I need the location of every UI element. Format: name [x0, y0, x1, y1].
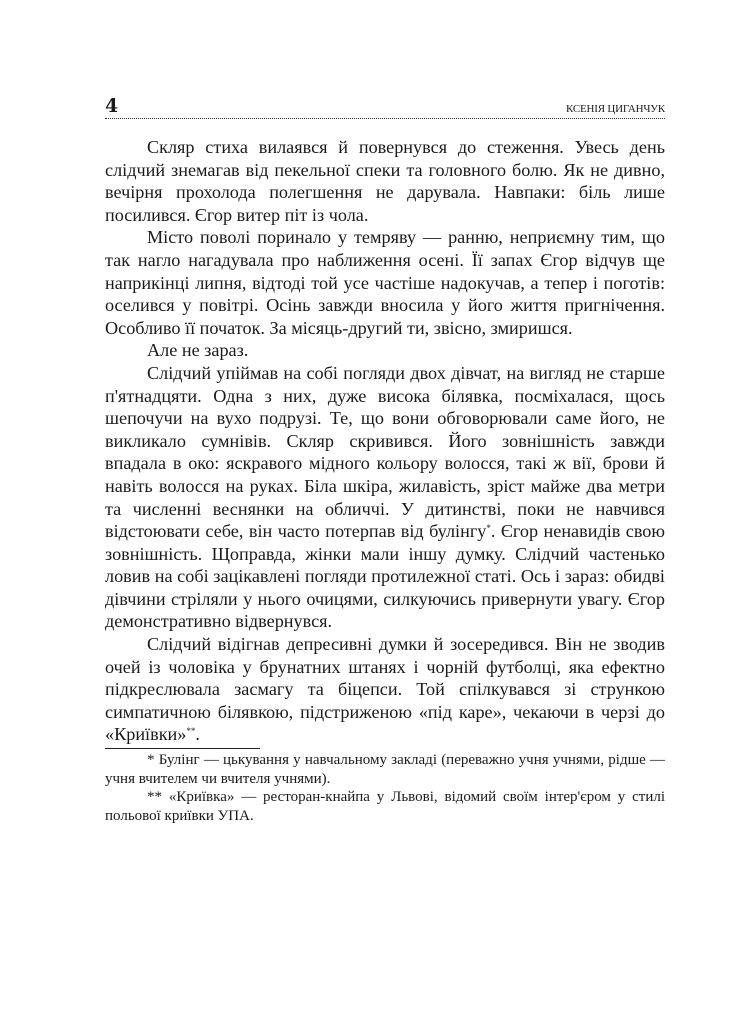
paragraph: Скляр стиха вилаявся й повернувся до стеження. Увесь день слідчий знемагав від пекельної спеки та головного болю. Як не дивно, вечірня прохолода полегшення не дарувала. Навпаки: біль лише посилився. Єгор витер піт із чола.: [105, 137, 665, 225]
book-page: [105, 96, 665, 825]
paragraph-text: . Єгор ненавидів свою зовнішність. Щоправда, жінки мали іншу думку. Слідчий частенько ловив на собі зацікавлені погляди протилежної статі. Ось і зараз: обидві дівчини стріляли у нього очицями, силкуючись привернути увагу. Єгор демонстративно відвернувся.: [105, 521, 665, 632]
paragraph: Але не зараз.: [147, 340, 249, 361]
footnote-marker: **: [186, 726, 196, 737]
paragraph-text: Слідчий упіймав на собі погляди двох дівчат, на вигляд не старше п'ятнадцяти. Одна з них, дуже висока білявка, посміхалася, щось шепочучи на вухо подрузі. Те, що вони обговорювали саме його, не викликало сумнівів. Скляр скривився. Його зовнішність завжди впадала в око: яскравого мідного кольору волосся, такі ж вії, брови й навіть волосся на руках. Біла шкіра, жилавість, зріст майже два метри та численні веснянки на обличчі. У дитинстві, поки не навчився відстоювати себе, він часто потерпав від булінгу: [105, 362, 665, 542]
paragraph: [105, 633, 665, 746]
running-head-author: КСЕНІЯ ЦИГАНЧУК: [565, 103, 665, 115]
footnotes: [105, 751, 665, 825]
footnote-separator: [105, 748, 260, 749]
header-dotted-rule: [105, 118, 665, 119]
page-number: 4: [105, 95, 119, 117]
paragraph-text: .: [195, 724, 200, 745]
paragraph: [105, 362, 665, 633]
footnote: * Булінг — цькування у навчальному закладі (переважно учня учнями, рідше — учня вчителем чи вчителя учнями).: [105, 752, 665, 787]
footnote: ** «Криївка» — ресторан-кнайпа у Львові, відомий своїм інтер'єром у стилі польової криївки УПА.: [105, 789, 665, 824]
paragraph: Місто поволі поринало у темряву — ранню, неприємну тим, що так нагло нагадувала про наближення осені. Її запах Єгор відчув ще наприкінці липня, відтоді той усе частіше надокучав, а тепер і поготів: оселився у повітрі. Осінь завжди вносила у його життя пригнічення. Особливо її початок. За місяць-другий ти, звісно, змиришся.: [105, 227, 665, 338]
footnote-marker: *: [486, 523, 491, 534]
running-head: [105, 96, 665, 116]
body-text: [105, 136, 665, 746]
paragraph-text: Слідчий відігнав депресивні думки й зосередився. Він не зводив очей із чоловіка у брунатних штанях і чорній футболці, яка ефектно підкреслювала засмагу та біцепси. Той спілкувався зі стрункою симпатичною білявкою, підстриженою «під каре», чекаючи в черзі до «Криївки»: [105, 634, 665, 745]
